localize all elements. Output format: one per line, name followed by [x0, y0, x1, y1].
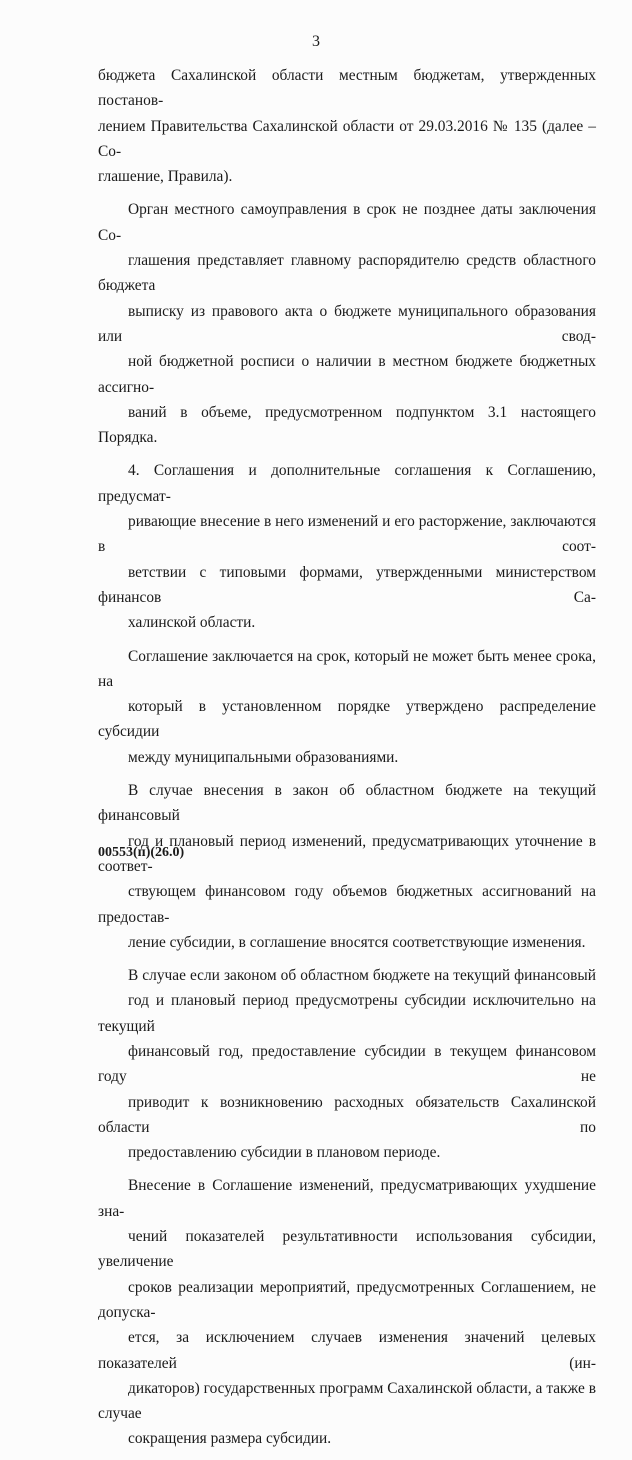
text-line: сроков реализации мероприятий, предусмотренных Соглашением, не допуска-	[98, 1278, 596, 1321]
text-line: сокращения размера субсидии.	[128, 1430, 332, 1448]
text-line: Внесение в Соглашение изменений, предусматривающих ухудшение зна-	[98, 1177, 596, 1220]
document-body	[98, 63, 596, 1460]
text-line: ветствии с типовыми формами, утвержденными министерством финансов Са-	[98, 563, 596, 606]
text-line: ваний в объеме, предусмотренном подпунктом 3.1 настоящего Порядка.	[98, 403, 596, 447]
text-line: ется, за исключением случаев изменения значений целевых показателей (ин-	[98, 1329, 596, 1372]
paragraph-5	[98, 778, 596, 955]
text-line: год и плановый период изменений, предусматривающих уточнение в соответ-	[98, 832, 596, 875]
text-line: ривающие внесение в него изменений и его расторжение, заключаются в соот-	[98, 513, 596, 556]
text-line: В случае внесения в закон об областном бюджете на текущий финансовый	[98, 782, 596, 825]
paragraph-6	[98, 963, 596, 1165]
text-line: финансовый год, предоставление субсидии в текущем финансовом году не	[98, 1042, 596, 1086]
text-line: приводит к возникновению расходных обязательств Сахалинской области по	[98, 1093, 596, 1136]
paragraph-4	[98, 644, 596, 770]
paragraph-2	[98, 197, 596, 450]
text-line: предоставлению субсидии в плановом периоде.	[128, 1144, 441, 1162]
text-line: бюджета Сахалинской области местным бюджетам, утвержденных постанов-	[98, 67, 596, 110]
document-code: 00553(п)(26.0)	[98, 845, 185, 860]
text-line: год и плановый период предусмотрены субсидии исключительно на текущий	[98, 992, 596, 1035]
text-line: чений показателей результативности использования субсидии, увеличение	[98, 1228, 596, 1271]
paragraph-1	[98, 63, 596, 189]
text-line: между муниципальными образованиями.	[128, 748, 399, 766]
text-line: глашение, Правила).	[98, 168, 233, 186]
paragraph-3	[98, 458, 596, 635]
page-number: 3	[312, 33, 320, 50]
text-line: В случае если законом об областном бюджете на текущий финансовый	[128, 967, 596, 985]
text-line: лением Правительства Сахалинской области от 29.03.2016 № 135 (далее – Со-	[98, 117, 596, 160]
text-line: выписку из правового акта о бюджете муниципального образования или свод-	[98, 302, 596, 345]
text-line: халинской области.	[128, 614, 256, 632]
text-line: дикаторов) государственных программ Сахалинской области, а также в случае	[98, 1379, 596, 1423]
text-line: ствующем финансовом году объемов бюджетных ассигнований на предостав-	[98, 883, 596, 926]
paragraph-7	[98, 1173, 596, 1451]
text-line: Орган местного самоуправления в срок не позднее даты заключения Со-	[98, 201, 596, 244]
text-line: ной бюджетной росписи о наличии в местном бюджете бюджетных ассигно-	[98, 353, 596, 396]
text-line: Соглашение заключается на срок, который не может быть менее срока, на	[98, 647, 596, 690]
text-line: ление субсидии, в соглашение вносятся соответствующие изменения.	[128, 933, 586, 951]
text-line: который в установленном порядке утверждено распределение субсидии	[98, 698, 596, 741]
text-line: 4. Соглашения и дополнительные соглашения к Соглашению, предусмат-	[98, 462, 596, 505]
text-line: глашения представляет главному распорядителю средств областного бюджета	[98, 252, 596, 295]
